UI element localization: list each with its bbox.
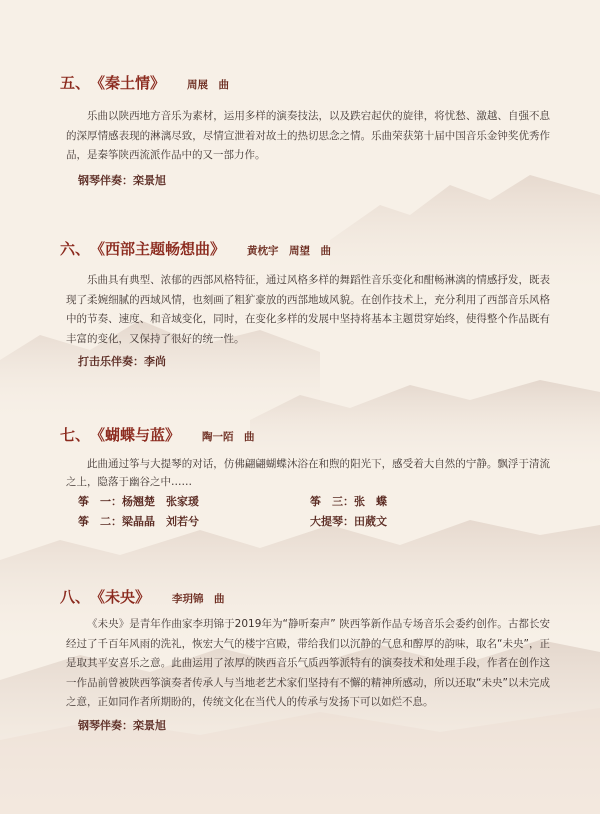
program-item-heading bbox=[60, 72, 550, 93]
item-number: 五、 bbox=[60, 74, 91, 92]
performer-cello: 大提琴：田葳文 bbox=[310, 515, 387, 528]
accompaniment-credit: 钢琴伴奏：栾景旭 bbox=[78, 718, 166, 732]
piece-description: 乐曲以陕西地方音乐为素材，运用多样的演奏技法，以及跌宕起伏的旋律，将忧愁、激越、自强不息的深厚情感表现的淋漓尽致，尽情宣泄着对故土的热切思念之情。乐曲荣获第十届中国音乐金钟奖优秀作品，是秦筝陕西流派作品中的又一部力作。 bbox=[66, 110, 550, 161]
composer-credit: 陶一陌 曲 bbox=[202, 431, 255, 443]
piece-description: 《未央》是青年作曲家李玥锦于2019年为“静听秦声” 陕西筝新作品专场音乐会委约创作。古都长安经过了千百年风雨的洗礼，恢宏大气的楼宇宫殿，带给我们以沉静的气息和醇厚的韵味，取名“未央”，正是取其平安喜乐之意。此曲运用了浓厚的陕西音乐气质西筝派特有的演奏技术和处理手段，作者在创作这一作品前曾被陕西筝演奏者传承人与当地老艺术家们坚持有不懈的精神所感动，所以还取“未央”以未完成之意，正如同作者所期盼的，传统文化在当代人的传承与发扬下可以如烂不息。 bbox=[66, 618, 550, 708]
performer-zheng-2: 筝 二：梁晶晶 刘若兮 bbox=[78, 515, 199, 528]
piece-title: 《秦土情》 bbox=[90, 74, 166, 92]
piece-title: 《蝴蝶与蓝》 bbox=[90, 426, 181, 444]
piece-description: 此曲通过筝与大提琴的对话，仿佛翩翩蝴蝶沐浴在和煦的阳光下，感受着大自然的宁静。飘浮于清流之上，隐落于幽谷之中…… bbox=[66, 458, 550, 488]
program-item-7 bbox=[60, 424, 550, 533]
performer-zheng-3: 筝 三：张 蝶 bbox=[310, 495, 387, 508]
item-number: 八、 bbox=[60, 588, 91, 606]
performer-zheng-1: 筝 一：杨翘楚 张家瑗 bbox=[78, 495, 199, 508]
program-item-heading bbox=[60, 238, 550, 259]
composer-credit: 周展 曲 bbox=[187, 79, 230, 91]
program-item-heading bbox=[60, 424, 550, 445]
accompaniment-credit: 钢琴伴奏：栾景旭 bbox=[78, 173, 166, 187]
program-item-6 bbox=[60, 238, 550, 369]
piece-title: 《西部主题畅想曲》 bbox=[90, 240, 226, 258]
program-item-heading bbox=[60, 586, 550, 607]
piece-title: 《未央》 bbox=[90, 588, 151, 606]
performer-list bbox=[78, 493, 550, 533]
piece-description: 乐曲具有典型、浓郁的西部风格特征，通过风格多样的舞蹈性音乐变化和酣畅淋漓的情感抒发，既表现了柔婉细腻的西域风情，也刻画了粗犷豪放的西部地域风貌。在创作技术上，充分利用了西部音乐风格中的节奏、速度、和音域变化，同时，在变化多样的发展中坚持将基本主题贯穿始终，使得整个作品既有丰富的变化，又保持了很好的统一性。 bbox=[66, 274, 550, 345]
item-number: 七、 bbox=[60, 426, 91, 444]
composer-credit: 李玥锦 曲 bbox=[172, 593, 225, 605]
program-item-5 bbox=[60, 72, 550, 188]
composer-credit: 黄枕宇 周望 曲 bbox=[247, 245, 332, 257]
item-number: 六、 bbox=[60, 240, 91, 258]
program-item-8 bbox=[60, 586, 550, 733]
accompaniment-credit: 打击乐伴奏：李尚 bbox=[78, 355, 166, 368]
